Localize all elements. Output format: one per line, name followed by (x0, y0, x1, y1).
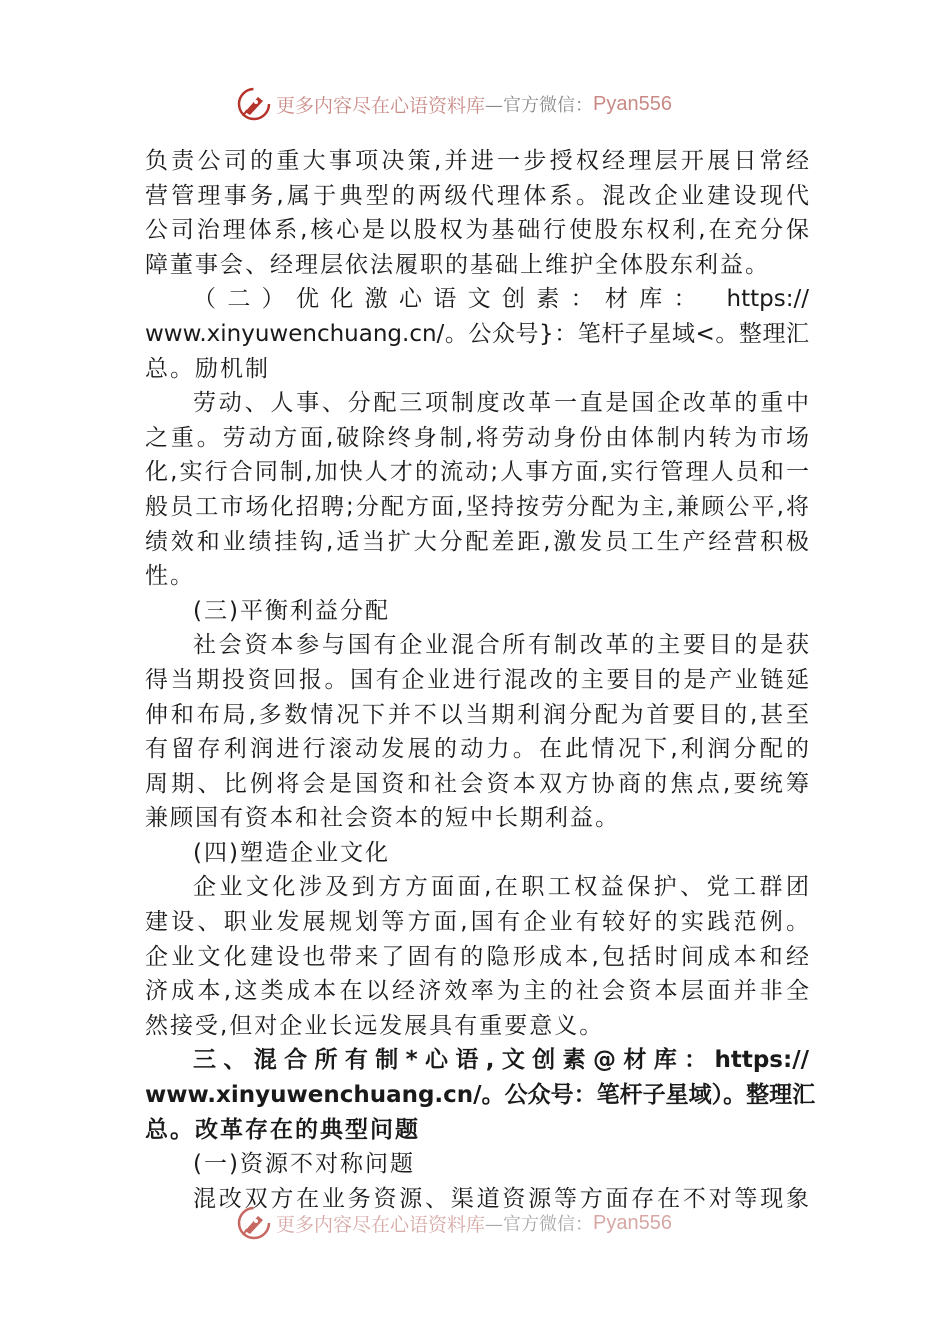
paragraph-line: 劳动、人事、分配三项制度改革一直是国企改革的重中 (193, 390, 809, 417)
chapter-heading-3: 三、混合所有制*心语,文创素@材库：https:// (193, 1047, 809, 1074)
section-heading-3: (三)平衡利益分配 (193, 597, 390, 624)
paragraph-line: 企业文化涉及到方方面面,在职工权益保护、党工群团 (193, 874, 809, 901)
text-line: 性。 (145, 563, 195, 590)
text-line: 济成本,这类成本在以经济效率为主的社会资本层面并非全 (145, 978, 809, 1005)
section-heading-2: （二）优化激心语文创素：材库： https:// (193, 286, 809, 313)
text-line: 得当期投资回报。国有企业进行混改的主要目的是产业链延 (145, 666, 809, 693)
text-line: 营管理事务,属于典型的两级代理体系。混改企业建设现代 (145, 182, 809, 209)
text-line: 负责公司的重大事项决策,并进一步授权经理层开展日常经 (145, 148, 809, 174)
chapter-heading-line: 总。改革存在的典型问题 (145, 1116, 420, 1143)
pen-logo-icon (236, 1205, 272, 1241)
text-line: 障董事会、经理层依法履职的基础上维护全体股东利益。 (145, 251, 770, 278)
paragraph-line: 社会资本参与国有企业混合所有制改革的主要目的是获 (193, 632, 809, 659)
section-heading-4: (四)塑造企业文化 (193, 839, 390, 866)
text-line: 伸和布局,多数情况下并不以当期利润分配为首要目的,甚至 (145, 701, 809, 728)
document-body (145, 144, 816, 1216)
header-watermark-banner (236, 84, 716, 124)
section-heading-1: (一)资源不对称问题 (193, 1151, 415, 1178)
banner-text-dash: —官方微信： (485, 1214, 594, 1235)
banner-text-dash: —官方微信： (485, 95, 594, 116)
footer-watermark-banner (236, 1203, 716, 1243)
text-line: 之重。劳动方面,破除终身制,将劳动身份由体制内转为市场 (145, 424, 809, 451)
text-line: 总。励机制 (145, 355, 270, 382)
text-line: www.xinyuwenchuang.cn/。公众号}：笔杆子星域<。整理汇 (145, 320, 809, 347)
text-line: 公司治理体系,核心是以股权为基础行使股东权利,在充分保 (145, 217, 809, 244)
text-line: 般员工市场化招聘;分配方面,坚持按劳分配为主,兼顾公平,将 (145, 493, 809, 520)
banner-text-main: 更多内容尽在心语资料库 (276, 1213, 486, 1236)
text-line: 周期、比例将会是国资和社会资本双方协商的焦点,要统筹 (145, 770, 809, 797)
text-line: 有留存利润进行滚动发展的动力。在此情况下,利润分配的 (145, 736, 809, 763)
text-line: 兼顾国有资本和社会资本的短中长期利益。 (145, 805, 620, 832)
banner-text-main: 更多内容尽在心语资料库 (276, 94, 486, 117)
chapter-heading-line: www.xinyuwenchuang.cn/。公众号：笔杆子星域）。整理汇 (145, 1082, 816, 1109)
text-line: 化,实行合同制,加快人才的流动;人事方面,实行管理人员和一 (145, 459, 809, 486)
pen-logo-icon (236, 86, 272, 122)
text-line: 建设、职业发展规划等方面,国有企业有较好的实践范例。 (145, 909, 809, 936)
text-line: 企业文化建设也带来了固有的隐形成本,包括时间成本和经 (145, 943, 809, 970)
banner-wechat-id: Pyan556 (593, 1211, 672, 1234)
text-line: 绩效和业绩挂钩,适当扩大分配差距,激发员工生产经营积极 (145, 528, 809, 555)
paragraph-line: 混改双方在业务资源、渠道资源等方面存在不对等现象 (193, 1185, 809, 1212)
banner-wechat-id: Pyan556 (593, 92, 672, 115)
text-line: 然接受,但对企业长远发展具有重要意义。 (145, 1012, 605, 1039)
